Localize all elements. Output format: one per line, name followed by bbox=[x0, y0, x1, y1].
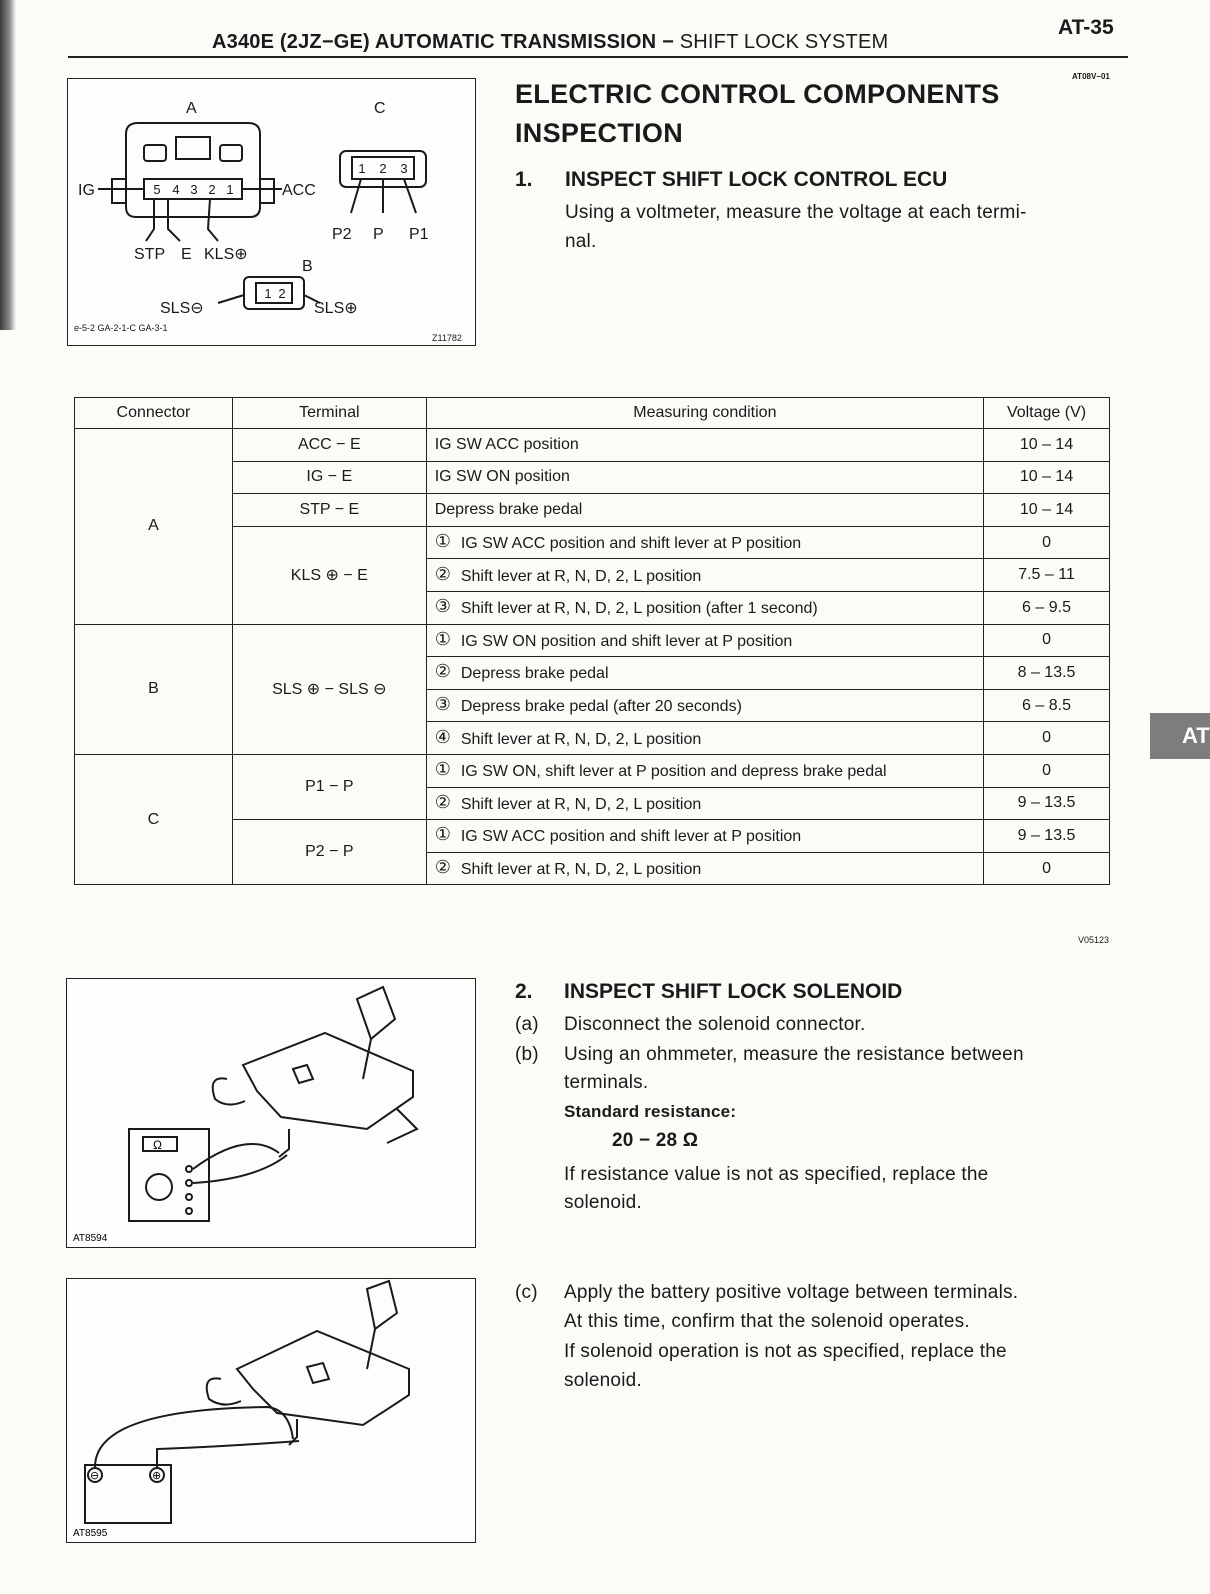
step2b-text: Using an ohmmeter, measure the resistance between bbox=[564, 1044, 1024, 1065]
condition-text: Depress brake pedal bbox=[460, 665, 609, 683]
figure2-code: AT8594 bbox=[73, 1233, 108, 1244]
pin-a4: 4 bbox=[172, 182, 180, 197]
step-number-badge: ③ bbox=[434, 694, 451, 715]
label-acc: ACC bbox=[282, 182, 316, 199]
label-connector-a: A bbox=[186, 100, 197, 117]
ohmmeter-figure bbox=[66, 978, 476, 1248]
pin-c3: 3 bbox=[400, 161, 408, 176]
step-number-badge: ② bbox=[434, 857, 451, 878]
condition-cell bbox=[426, 689, 983, 722]
label-ig: IG bbox=[78, 182, 95, 199]
battery-figure bbox=[66, 1278, 476, 1543]
terminal-cell: STP − E bbox=[232, 494, 426, 527]
pin-a2: 2 bbox=[208, 182, 216, 197]
label-e: E bbox=[181, 246, 192, 263]
voltage-cell: 10 – 14 bbox=[984, 461, 1110, 494]
step2c-label: (c) bbox=[515, 1282, 538, 1303]
voltage-cell: 0 bbox=[984, 624, 1110, 657]
group-connector-c: C bbox=[75, 754, 233, 884]
step2b-text-cont: terminals. bbox=[564, 1072, 649, 1093]
condition-text: Shift lever at R, N, D, 2, L position (after 1 second) bbox=[460, 600, 818, 618]
condition-text: Shift lever at R, N, D, 2, L position bbox=[460, 861, 702, 879]
replace-note-cont: solenoid. bbox=[564, 1192, 642, 1213]
label-connector-c: C bbox=[374, 100, 386, 117]
terminal-cell: P2 − P bbox=[232, 820, 426, 885]
section-code: AT08V−01 bbox=[1072, 72, 1110, 81]
voltage-cell: 6 – 8.5 bbox=[984, 689, 1110, 722]
page-binding-shadow bbox=[0, 0, 16, 330]
step1-title: INSPECT SHIFT LOCK CONTROL ECU bbox=[565, 168, 948, 191]
terminal-cell: ACC − E bbox=[232, 429, 426, 462]
condition-cell bbox=[426, 591, 983, 624]
condition-cell: IG SW ON position bbox=[426, 461, 983, 494]
step-number-badge: ③ bbox=[434, 596, 451, 617]
condition-cell: Depress brake pedal bbox=[426, 494, 983, 527]
step1-number: 1. bbox=[515, 168, 533, 191]
condition-text: IG SW ACC position and shift lever at P position bbox=[460, 828, 802, 846]
connector-diagram-svg bbox=[68, 79, 474, 344]
condition-cell bbox=[426, 852, 983, 885]
label-sls-plus: SLS⊕ bbox=[314, 300, 358, 317]
terminal-cell: SLS ⊕ − SLS ⊖ bbox=[232, 624, 426, 754]
condition-text: IG SW ON position and shift lever at P position bbox=[460, 632, 793, 650]
step-number-badge: ① bbox=[434, 824, 451, 845]
label-p: P bbox=[373, 226, 384, 243]
col-header-connector: Connector bbox=[75, 398, 233, 429]
table-row bbox=[75, 429, 1110, 462]
condition-cell bbox=[426, 787, 983, 820]
step2-title: INSPECT SHIFT LOCK SOLENOID bbox=[564, 980, 903, 1003]
pin-a1: 1 bbox=[226, 182, 234, 197]
step-number-badge: ④ bbox=[434, 726, 451, 747]
condition-text: Shift lever at R, N, D, 2, L position bbox=[460, 795, 702, 813]
step-number-badge: ① bbox=[434, 759, 451, 780]
ohmmeter-illustration bbox=[67, 979, 474, 1246]
condition-cell bbox=[426, 722, 983, 755]
table-figure-code: V05123 bbox=[1078, 935, 1110, 945]
voltage-cell: 9 – 13.5 bbox=[984, 820, 1110, 853]
voltage-cell: 0 bbox=[984, 722, 1110, 755]
voltage-cell: 10 – 14 bbox=[984, 429, 1110, 462]
condition-text: Depress brake pedal (after 20 seconds) bbox=[460, 698, 742, 716]
replace-note: If resistance value is not as specified, replace the bbox=[564, 1164, 989, 1185]
col-header-condition: Measuring condition bbox=[426, 398, 983, 429]
voltage-cell: 10 – 14 bbox=[984, 494, 1110, 527]
step-number-badge: ① bbox=[434, 531, 451, 552]
heading-line-2: INSPECTION bbox=[515, 118, 684, 148]
col-header-voltage: Voltage (V) bbox=[984, 398, 1110, 429]
col-header-terminal: Terminal bbox=[232, 398, 426, 429]
condition-cell bbox=[426, 820, 983, 853]
condition-cell bbox=[426, 526, 983, 559]
page-number: AT-35 bbox=[1058, 16, 1114, 39]
step-number-badge: ② bbox=[434, 563, 451, 584]
battery-minus-terminal: ⊖ bbox=[90, 1469, 100, 1482]
step2c-text-3: If solenoid operation is not as specified, replace the bbox=[564, 1341, 1007, 1362]
group-connector-b: B bbox=[75, 624, 233, 754]
step-number-badge: ② bbox=[434, 661, 451, 682]
voltage-cell: 0 bbox=[984, 754, 1110, 787]
page-header-title bbox=[212, 31, 888, 54]
battery-plus-terminal: ⊕ bbox=[152, 1469, 162, 1482]
voltage-cell: 0 bbox=[984, 526, 1110, 559]
figure1-ref-codes: e-5-2 GA-2-1-C GA-3-1 bbox=[74, 323, 168, 333]
standard-resistance-value: 20 − 28 Ω bbox=[612, 1130, 699, 1151]
condition-text: IG SW ON, shift lever at P position and depress brake pedal bbox=[460, 763, 887, 781]
step2c-text-2: At this time, confirm that the solenoid operates. bbox=[564, 1311, 970, 1332]
label-p1: P1 bbox=[409, 226, 429, 243]
step2-number: 2. bbox=[515, 980, 533, 1003]
header-title-section: SHIFT LOCK SYSTEM bbox=[679, 31, 889, 53]
step2a-text: Disconnect the solenoid connector. bbox=[564, 1014, 866, 1035]
label-connector-b: B bbox=[302, 258, 313, 275]
condition-cell bbox=[426, 657, 983, 690]
header-title-main: A340E (2JZ−GE) AUTOMATIC TRANSMISSION − bbox=[212, 31, 674, 53]
step1-text-cont: nal. bbox=[565, 231, 597, 252]
step2a-label: (a) bbox=[515, 1014, 539, 1035]
step2c-text-4: solenoid. bbox=[564, 1370, 642, 1391]
label-p2: P2 bbox=[332, 226, 352, 243]
condition-cell bbox=[426, 559, 983, 592]
label-kls: KLS⊕ bbox=[204, 246, 248, 263]
heading-line-1: ELECTRIC CONTROL COMPONENTS bbox=[515, 79, 1000, 109]
table-row bbox=[75, 624, 1110, 657]
voltage-cell: 7.5 – 11 bbox=[984, 559, 1110, 592]
condition-text: Shift lever at R, N, D, 2, L position bbox=[460, 567, 702, 585]
voltage-cell: 9 – 13.5 bbox=[984, 787, 1110, 820]
pin-c2: 2 bbox=[379, 161, 387, 176]
pin-a3: 3 bbox=[190, 182, 198, 197]
group-connector-a: A bbox=[75, 429, 233, 625]
label-stp: STP bbox=[134, 246, 166, 263]
table-header-row bbox=[75, 398, 1110, 429]
terminal-cell: IG − E bbox=[232, 461, 426, 494]
terminal-cell: P1 − P bbox=[232, 754, 426, 819]
condition-text: IG SW ACC position and shift lever at P position bbox=[460, 535, 802, 553]
section-side-tab: AT bbox=[1150, 713, 1210, 759]
step1-text: Using a voltmeter, measure the voltage at each termi- bbox=[565, 202, 1027, 223]
figure1-code: Z11782 bbox=[432, 333, 462, 343]
pin-c1: 1 bbox=[358, 161, 366, 176]
standard-resistance-label: Standard resistance: bbox=[564, 1102, 737, 1121]
voltage-cell: 6 – 9.5 bbox=[984, 591, 1110, 624]
figure3-code: AT8595 bbox=[73, 1528, 108, 1539]
step-number-badge: ② bbox=[434, 791, 451, 812]
pin-b1: 1 bbox=[264, 286, 272, 301]
condition-cell: IG SW ACC position bbox=[426, 429, 983, 462]
voltage-cell: 8 – 13.5 bbox=[984, 657, 1110, 690]
pin-a5: 5 bbox=[153, 182, 161, 197]
label-sls-minus: SLS⊖ bbox=[160, 300, 204, 317]
condition-cell bbox=[426, 754, 983, 787]
pin-b2: 2 bbox=[278, 286, 286, 301]
step-number-badge: ① bbox=[434, 628, 451, 649]
terminal-cell: KLS ⊕ − E bbox=[232, 526, 426, 624]
table-row bbox=[75, 754, 1110, 787]
voltage-cell: 0 bbox=[984, 852, 1110, 885]
header-rule bbox=[68, 56, 1128, 58]
step2b-label: (b) bbox=[515, 1044, 539, 1065]
ohm-symbol: Ω bbox=[153, 1138, 162, 1152]
step2c-text-1: Apply the battery positive voltage between terminals. bbox=[564, 1282, 1019, 1303]
battery-illustration bbox=[67, 1279, 474, 1541]
voltage-spec-table bbox=[74, 397, 1110, 885]
connector-diagram bbox=[67, 78, 476, 346]
condition-text: Shift lever at R, N, D, 2, L position bbox=[460, 730, 702, 748]
condition-cell bbox=[426, 624, 983, 657]
